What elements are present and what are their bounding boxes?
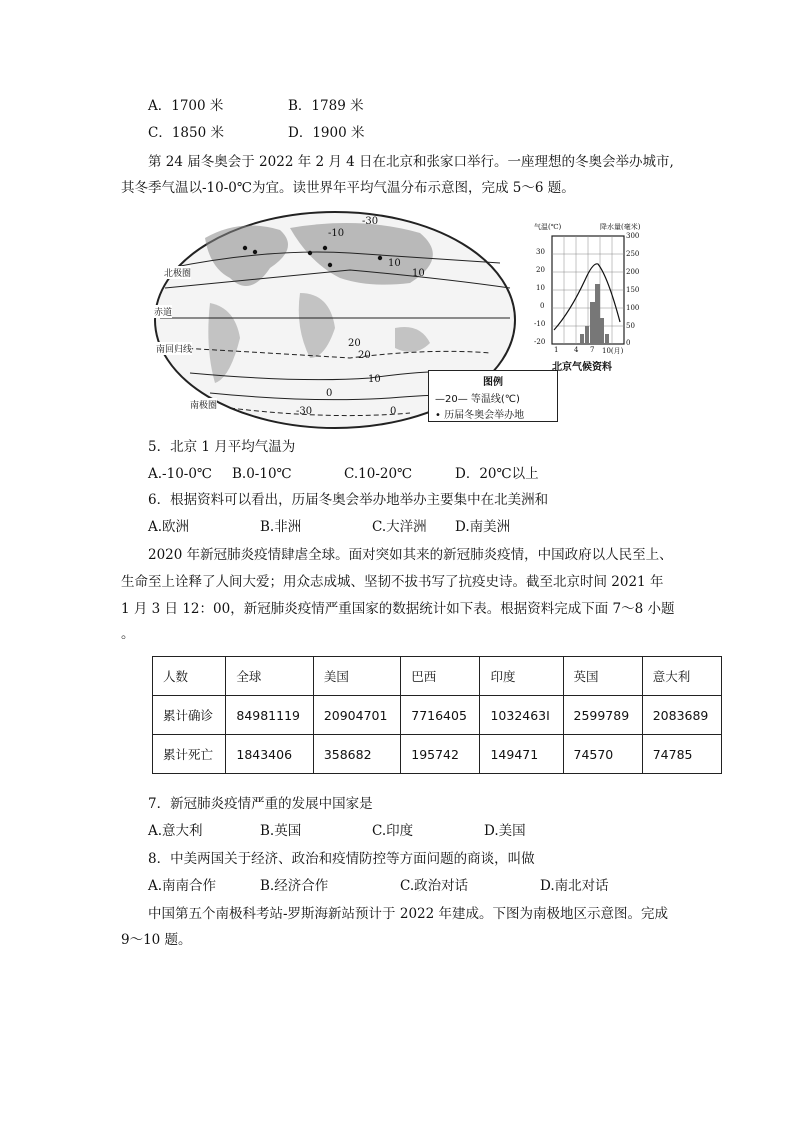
left-tick-neg20: -20 (534, 338, 546, 346)
covid-data-table (152, 656, 722, 774)
intro-7-8-line4: 。 (121, 626, 135, 642)
table-cell: 195742 (401, 735, 480, 774)
x-tick-4: 4 (574, 346, 579, 354)
table-row (153, 696, 722, 735)
table-cell: 74570 (563, 735, 642, 774)
climate-left-unit: 气温(℃) (534, 223, 562, 231)
table-header-cell: 英国 (563, 657, 642, 696)
table-header-cell: 印度 (480, 657, 563, 696)
isotherm-label-9: -30 (296, 406, 313, 417)
q6-option-d: D.南美洲 (455, 519, 511, 535)
table-cell: 7716405 (401, 696, 480, 735)
table-header-cell: 意大利 (642, 657, 721, 696)
table-cell: 累计死亡 (153, 735, 226, 774)
isotherm-label-1: -30 (362, 216, 379, 227)
q5-option-d: D．20℃以上 (455, 466, 539, 482)
isotherm-label-3: 10 (388, 258, 401, 269)
host-marker-icon: • (435, 410, 441, 421)
table-cell: 84981119 (226, 696, 313, 735)
left-tick-10: 10 (536, 284, 545, 292)
isotherm-label-10: 0 (390, 406, 397, 417)
left-tick-20: 20 (536, 266, 545, 274)
right-tick-200: 200 (626, 268, 640, 276)
right-tick-100: 100 (626, 304, 640, 312)
arctic-circle-label: 北极圈 (164, 266, 191, 279)
x-tick-7: 7 (590, 346, 595, 354)
intro-9-10-line2: 9～10 题。 (121, 932, 192, 948)
q4-option-a: A．1700 米 (148, 98, 224, 114)
q8-option-a: A.南南合作 (148, 878, 217, 894)
q6-option-b: B.非洲 (260, 519, 302, 535)
table-cell: 累计确诊 (153, 696, 226, 735)
q7-option-c: C.印度 (372, 823, 414, 839)
isotherm-label-8: 10 (368, 374, 381, 385)
isotherm-label-2: -10 (328, 228, 345, 239)
table-cell: 358682 (313, 735, 400, 774)
table-cell: 2599789 (563, 696, 642, 735)
isotherm-label-6: 20 (348, 338, 361, 349)
climate-right-unit: 降水量(毫米) (600, 223, 641, 231)
left-tick-neg10: -10 (534, 320, 546, 328)
map-legend (428, 370, 558, 422)
intro-9-10-line1: 中国第五个南极科考站-罗斯海新站预计于 2022 年建成。下图为南极地区示意图。完成 (148, 906, 668, 922)
table-header-cell: 美国 (313, 657, 400, 696)
table-header-cell: 巴西 (401, 657, 480, 696)
tropic-label: 南回归线 (156, 342, 192, 355)
q6-stem: 6．根据资料可以看出，历届冬奥会举办地举办主要集中在北美洲和 (148, 492, 549, 508)
q6-option-a: A.欧洲 (148, 519, 190, 535)
right-tick-0: 0 (626, 339, 631, 347)
table-header-cell: 全球 (226, 657, 313, 696)
isotherm-label-4: 10 (412, 268, 425, 279)
q8-option-d: D.南北对话 (540, 878, 609, 894)
q8-stem: 8．中美两国关于经济、政治和疫情防控等方面问题的商谈，叫做 (148, 851, 535, 867)
table-header-cell: 人数 (153, 657, 226, 696)
q4-option-c: C．1850 米 (148, 125, 224, 141)
right-tick-300: 300 (626, 232, 640, 240)
left-tick-30: 30 (536, 248, 545, 256)
antarctic-label: 南极圈 (190, 398, 217, 411)
table-cell: 1843406 (226, 735, 313, 774)
intro-5-6-line1: 第 24 届冬奥会于 2022 年 2 月 4 日在北京和张家口举行。一座理想的冬奥会举办城市, (148, 154, 674, 170)
intro-5-6-line2: 其冬季气温以-10-0℃为宜。读世界年平均气温分布示意图，完成 5～6 题。 (121, 180, 575, 196)
table-cell: 20904701 (313, 696, 400, 735)
q7-stem: 7．新冠肺炎疫情严重的发展中国家是 (148, 796, 373, 812)
table-row (153, 735, 722, 774)
q5-option-b: B.0-10℃ (232, 466, 292, 482)
q8-option-b: B.经济合作 (260, 878, 329, 894)
legend-title: 图例 (483, 377, 503, 388)
intro-7-8-line2: 生命至上诠释了人间大爱；用众志成城、坚韧不拔书写了抗疫史诗。截至北京时间 2021 年 (121, 574, 664, 590)
table-cell: 149471 (480, 735, 563, 774)
q7-option-b: B.英国 (260, 823, 302, 839)
table-cell: 1032463I (480, 696, 563, 735)
table-cell: 74785 (642, 735, 721, 774)
legend-host: 历届冬奥会举办地 (444, 410, 525, 421)
q4-option-d: D．1900 米 (288, 125, 365, 141)
q5-option-c: C.10-20℃ (344, 466, 413, 482)
right-tick-150: 150 (626, 286, 640, 294)
left-tick-0: 0 (540, 302, 545, 310)
climate-chart-title: 北京气候资料 (552, 362, 612, 373)
x-tick-10: 10(月) (602, 347, 624, 355)
right-tick-250: 250 (626, 250, 640, 258)
x-tick-1: 1 (554, 346, 559, 354)
legend-isotherm: —20— 等温线(℃) (435, 394, 520, 405)
intro-7-8-line3: 1 月 3 日 12：00，新冠肺炎疫情严重国家的数据统计如下表。根据资料完成下面 7～8 小题 (121, 601, 675, 617)
q4-option-b: B．1789 米 (288, 98, 364, 114)
beijing-climate-chart (530, 222, 648, 372)
q8-option-c: C.政治对话 (400, 878, 469, 894)
intro-7-8-line1: 2020 年新冠肺炎疫情肆虐全球。面对突如其来的新冠肺炎疫情，中国政府以人民至上、 (148, 547, 673, 563)
q5-stem: 5．北京 1 月平均气温为 (148, 439, 296, 455)
right-tick-50: 50 (626, 322, 635, 330)
table-cell: 2083689 (642, 696, 721, 735)
q6-option-c: C.大洋洲 (372, 519, 427, 535)
equator-label: 赤道 (154, 305, 172, 318)
isotherm-label-7: 0 (326, 388, 333, 399)
q7-option-a: A.意大利 (148, 823, 203, 839)
q7-option-d: D.美国 (484, 823, 526, 839)
q5-option-a: A.-10-0℃ (148, 466, 213, 482)
isotherm-label-5: 20 (358, 350, 371, 361)
table-header-row (153, 657, 722, 696)
